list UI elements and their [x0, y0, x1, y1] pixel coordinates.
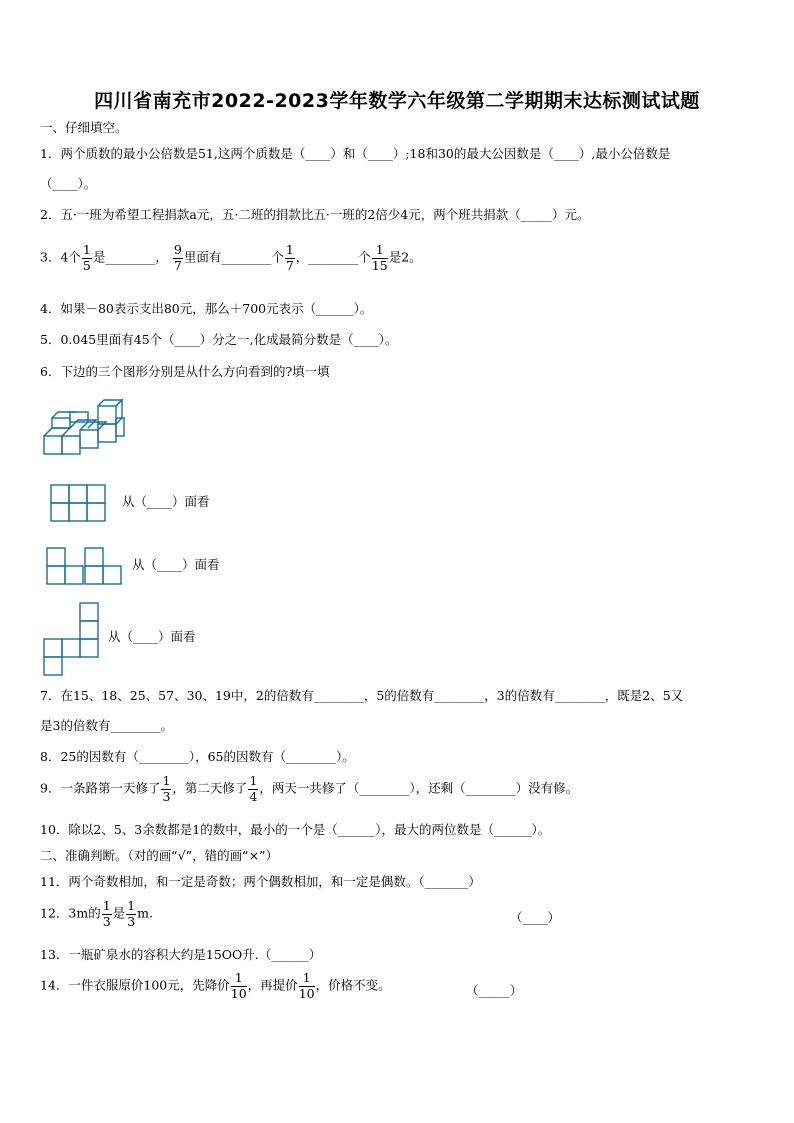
question-11: 11．两个奇数相加，和一定是奇数；两个偶数相加，和一定是偶数。（_______） — [40, 874, 481, 889]
question-7-line-1: 7．在15、18、25、57、30、19中，2的倍数有________，5的倍数有________，3的倍数有________，既是2、5又 — [40, 688, 684, 703]
fraction-1-3: $\frac{1}{3}$ — [162, 773, 171, 804]
question-12-answer-blank: （____） — [510, 910, 561, 925]
fraction-1-7: $\frac{1}{7}$ — [285, 242, 294, 273]
section-1-heading: 一、仔细填空。 — [40, 120, 128, 135]
question-9: 9．一条路第一天修了 $\frac{1}{3}$ ，第二天修了 $\frac{1}{4}$ ，两天一共修了（________），还剩（________）没有修。 — [40, 773, 579, 804]
question-5: 5．0.045里面有45个（____）分之一,化成最简分数是（____）。 — [40, 332, 398, 347]
fraction-1-10-a: $\frac{1}{10}$ — [230, 970, 247, 1001]
question-2: 2．五·一班为希望工程捐款a元，五·二班的捐款比五·一班的2倍少4元，两个班共捐款（_____）元。 — [40, 207, 590, 222]
fraction-9-7: $\frac{9}{7}$ — [173, 242, 182, 273]
question-10: 10．除以2、5、3余数都是1的数中，最小的一个是（______），最大的两位数是（______）。 — [40, 822, 551, 837]
fraction-1-10-b: $\frac{1}{10}$ — [298, 970, 315, 1001]
cube-stack-figure — [40, 396, 130, 462]
view-1-label: 从（____）面看 — [122, 494, 210, 509]
view-2-label: 从（____）面看 — [132, 557, 220, 572]
question-13: 13．一瓶矿泉水的容积大约是15OO升.（______） — [40, 947, 322, 962]
view-figure-1 — [50, 484, 108, 522]
fraction-1-4: $\frac{1}{4}$ — [249, 773, 258, 804]
fraction-1-15: $\frac{1}{15}$ — [371, 242, 388, 273]
question-4: 4．如果－80表示支出80元，那么＋700元表示（______）。 — [40, 301, 373, 316]
question-1-line-2: （____）。 — [40, 176, 97, 191]
question-14: 14．一件衣服原价100元，先降价 $\frac{1}{10}$ ，再提价 $\frac{1}{10}$ ，价格不变。 — [40, 970, 391, 1001]
question-8: 8．25的因数有（________），65的因数有（________）。 — [40, 749, 355, 764]
view-figure-3 — [42, 602, 102, 676]
question-12: 12．3m的 $\frac{1}{3}$ 是 $\frac{1}{3}$ m. — [40, 898, 153, 929]
fraction-1-3-a: $\frac{1}{3}$ — [102, 898, 111, 929]
view-3-label: 从（____）面看 — [108, 629, 196, 644]
page-title: 四川省南充市2022-2023学年数学六年级第二学期期末达标测试试题 — [94, 90, 700, 112]
view-figure-2 — [46, 546, 124, 586]
fraction-1-3-b: $\frac{1}{3}$ — [127, 898, 136, 929]
question-3: 3．4个 $\frac{1}{5}$ 是________， $\frac{9}{7}$ 里面有________个 $\frac{1}{7}$ ，________个 $\frac{1}{15}$ 是2。 — [40, 242, 422, 273]
question-1-line-1: 1．两个质数的最小公倍数是51,这两个质数是（____）和（____）;18和30的最大公因数是（____）,最小公倍数是 — [40, 146, 671, 161]
section-2-heading: 二、准确判断。（对的画“√”，错的画“×”） — [40, 848, 279, 863]
question-14-answer-blank: （_____） — [466, 983, 523, 998]
question-6: 6．下边的三个图形分别是从什么方向看到的?填一填 — [40, 364, 330, 379]
question-7-line-2: 是3的倍数有________。 — [40, 718, 173, 733]
fraction-1-5: $\frac{1}{5}$ — [82, 242, 91, 273]
